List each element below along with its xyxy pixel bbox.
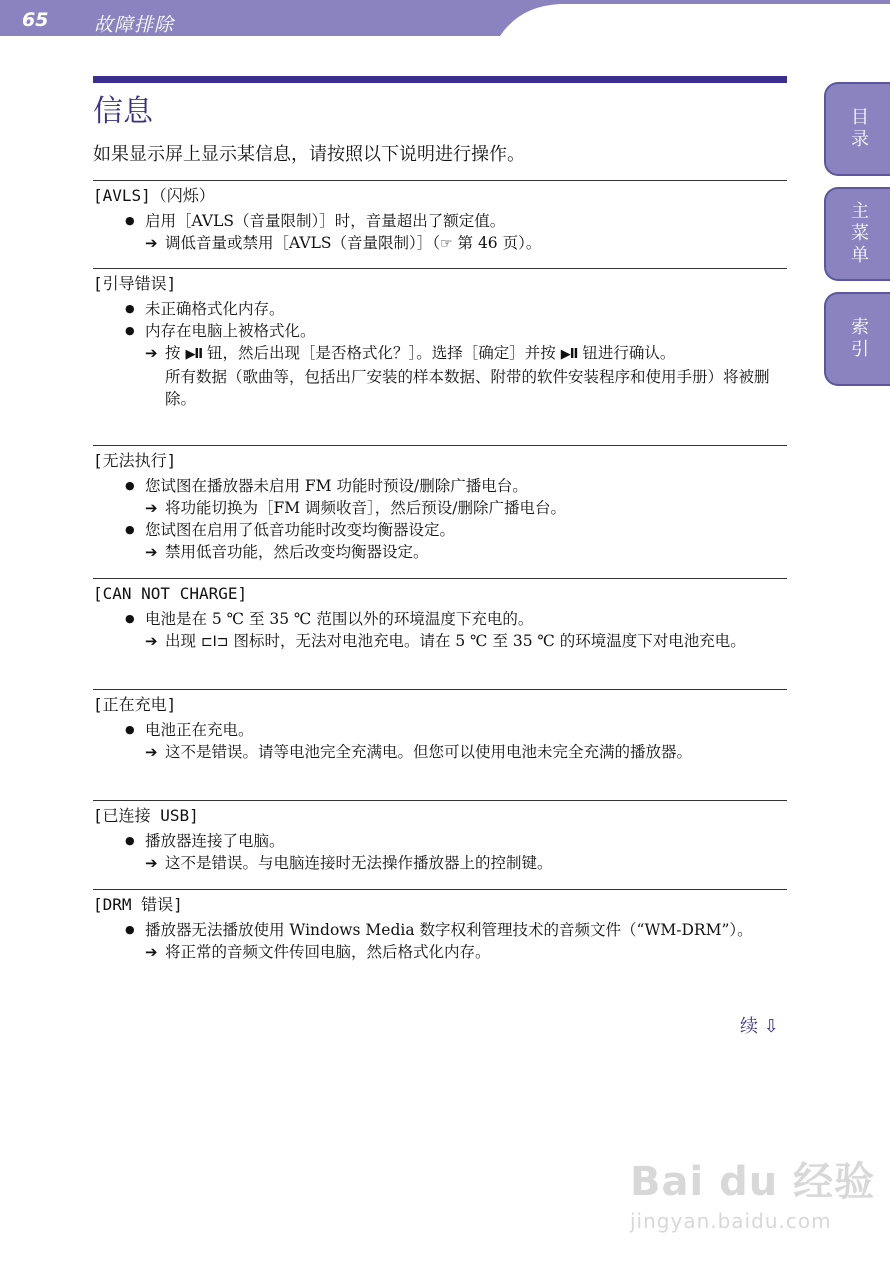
arrow-icon: ➔ [145, 499, 158, 517]
list-item [93, 342, 787, 366]
play-pause-icon: ▶II [560, 347, 578, 362]
section-title: [正在充电] [93, 695, 177, 714]
section-cannot-charge [93, 578, 787, 653]
arrow-icon: ➔ [145, 743, 158, 761]
item-text: 这不是错误。请等电池完全充满电。但您可以使用电池未完全充满的播放器。 [165, 743, 693, 761]
battery-icon: ⊏I⊐ [200, 634, 229, 650]
section-usb-connected [93, 800, 787, 874]
list-item [93, 941, 787, 963]
page-number: 65 [22, 9, 49, 31]
tab-index[interactable] [824, 292, 890, 386]
tab-index-label: 索引 [848, 317, 869, 361]
item-text: 出现 [165, 632, 201, 650]
arrow-icon: ➔ [145, 854, 158, 872]
tab-contents[interactable] [824, 82, 890, 176]
item-text: 调低音量或禁用［AVLS（音量限制）］（ [165, 234, 441, 252]
list-item [93, 630, 787, 653]
continue-label: 续 [740, 1016, 758, 1037]
section-title: [DRM 错误] [93, 895, 183, 914]
watermark-brand: Bai du 经验 [630, 1159, 876, 1205]
arrow-icon: ➔ [145, 344, 158, 362]
list-item: ● 未正确格式化内存。 [93, 298, 787, 320]
section-title: [已连接 USB] [93, 806, 199, 825]
section-boot-error [93, 268, 787, 410]
section-title: [AVLS]（闪烁） [93, 186, 215, 205]
item-text: 按 [165, 344, 186, 362]
list-item [93, 541, 787, 563]
section-title: [无法执行] [93, 451, 177, 470]
arrow-icon: ➔ [145, 632, 158, 650]
list-item: ● 电池是在 5 ℃ 至 35 ℃ 范围以外的环境温度下充电的。 [93, 608, 787, 630]
list-item [93, 232, 787, 255]
section-title: [引导错误] [93, 274, 177, 293]
item-text: 钮，然后出现［是否格式化？］。选择［确定］并按 [202, 344, 561, 362]
section-drm-error [93, 889, 787, 963]
list-item: ● 启用［AVLS（音量限制）］时，音量超出了额定值。 [93, 210, 787, 232]
arrow-icon: ➔ [145, 234, 158, 252]
item-text: 第 46 页）。 [452, 234, 542, 252]
tab-contents-label: 目录 [848, 107, 869, 151]
section-name: 故障排除 [94, 14, 175, 36]
section-title: [CAN NOT CHARGE] [93, 584, 248, 603]
list-item: ● 您试图在播放器未启用 FM 功能时预设/删除广播电台。 [93, 475, 787, 497]
tab-main-menu-label: 主菜单 [848, 201, 869, 267]
tab-main-menu[interactable] [824, 187, 890, 281]
arrow-icon: ➔ [145, 943, 158, 961]
page-title: 信息 [93, 94, 153, 129]
list-item: ● 电池正在充电。 [93, 719, 787, 741]
list-item [93, 497, 787, 519]
list-item [93, 741, 787, 763]
item-text: 这不是错误。与电脑连接时无法操作播放器上的控制键。 [165, 854, 553, 872]
arrow-icon: ➔ [145, 543, 158, 561]
intro-text: 如果显示屏上显示某信息，请按照以下说明进行操作。 [93, 144, 525, 165]
section-charging [93, 689, 787, 763]
title-rule [93, 76, 787, 83]
list-item: ● 内存在电脑上被格式化。 [93, 320, 787, 342]
item-text: 将功能切换为［FM 调频收音］，然后预设/删除广播电台。 [165, 499, 567, 517]
page-reference-icon: ☞ [440, 236, 453, 252]
header-bar [0, 0, 890, 40]
item-text: 钮进行确认。 [577, 344, 676, 362]
continue-link[interactable] [740, 1012, 779, 1038]
play-pause-icon: ▶II [185, 347, 203, 362]
watermark [630, 1150, 875, 1233]
list-item: 所有数据（歌曲等，包括出厂安装的样本数据、附带的软件安装程序和使用手册）将被删除。 [165, 368, 770, 408]
section-cannot-execute [93, 445, 787, 563]
item-text: 图标时，无法对电池充电。请在 5 ℃ 至 35 ℃ 的环境温度下对电池充电。 [228, 632, 746, 650]
item-text: 将正常的音频文件传回电脑，然后格式化内存。 [165, 943, 491, 961]
list-item: ● 播放器连接了电脑。 [93, 830, 787, 852]
list-item [93, 852, 787, 874]
section-avls [93, 180, 787, 255]
list-item: ● 播放器无法播放使用 Windows Media 数字权利管理技术的音频文件（“WM-DRM”）。 [93, 919, 787, 941]
watermark-url: jingyan.baidu.com [630, 1209, 832, 1233]
arrow-down-icon: ⇩ [763, 1016, 779, 1037]
list-item: ● 您试图在启用了低音功能时改变均衡器设定。 [93, 519, 787, 541]
item-text: 禁用低音功能，然后改变均衡器设定。 [165, 543, 429, 561]
